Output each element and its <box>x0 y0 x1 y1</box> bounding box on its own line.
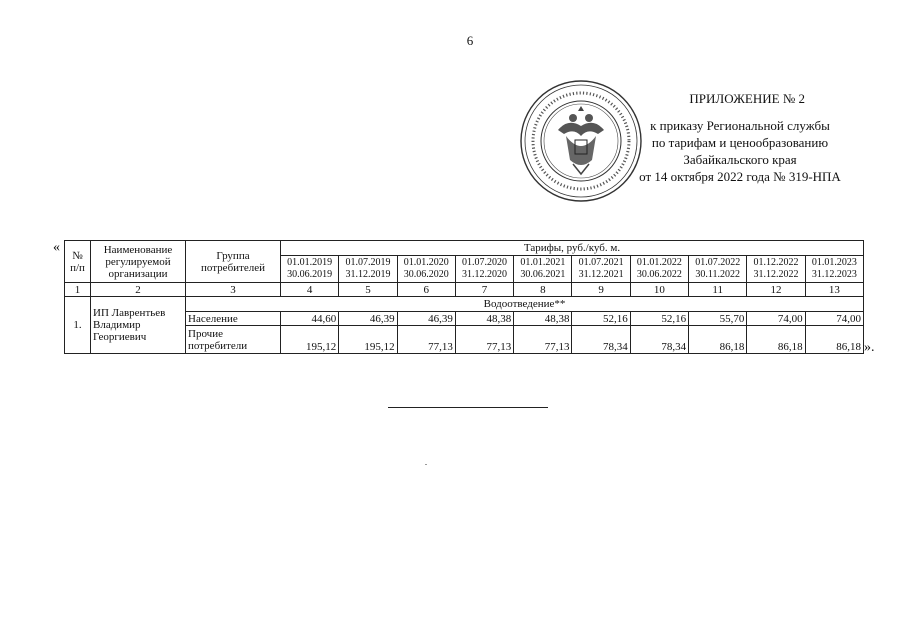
tariff-value: 77,13 <box>514 326 572 354</box>
tariff-value: 46,39 <box>397 312 455 326</box>
period-cell: 01.07.2022 30.11.2022 <box>689 256 747 283</box>
column-number: 4 <box>281 283 339 297</box>
appendix-block <box>620 90 860 185</box>
tariff-value: 77,13 <box>397 326 455 354</box>
column-number: 10 <box>630 283 688 297</box>
column-number: 6 <box>397 283 455 297</box>
scan-speck <box>425 464 427 465</box>
row-num: 1. <box>65 297 91 354</box>
column-number: 11 <box>689 283 747 297</box>
appendix-line: к приказу Региональной службы <box>650 118 830 133</box>
opening-quote: « <box>53 240 60 255</box>
tariff-value: 78,34 <box>630 326 688 354</box>
consumer-group: Прочие потребители <box>186 326 281 354</box>
tariff-value: 86,18 <box>805 326 863 354</box>
period-cell: 01.07.2020 31.12.2020 <box>455 256 513 283</box>
tariff-value: 195,12 <box>281 326 339 354</box>
column-number: 2 <box>91 283 186 297</box>
consumer-group: Население <box>186 312 281 326</box>
tariff-value: 44,60 <box>281 312 339 326</box>
period-cell: 01.01.2022 30.06.2022 <box>630 256 688 283</box>
column-number: 8 <box>514 283 572 297</box>
tariff-value: 195,12 <box>339 326 397 354</box>
tariff-value: 48,38 <box>514 312 572 326</box>
column-number: 9 <box>572 283 630 297</box>
period-cell: 01.01.2019 30.06.2019 <box>281 256 339 283</box>
period-cell: 01.07.2019 31.12.2019 <box>339 256 397 283</box>
period-cell: 01.07.2021 31.12.2021 <box>572 256 630 283</box>
tariff-table <box>64 240 864 354</box>
service-name: Водоотведение** <box>186 297 864 312</box>
period-cell: 01.12.2022 31.12.2022 <box>747 256 805 283</box>
org-name: ИП Лаврентьев Владимир Георгиевич <box>91 297 186 354</box>
tariff-value: 74,00 <box>805 312 863 326</box>
column-number: 13 <box>805 283 863 297</box>
appendix-line: Забайкальского края <box>683 152 797 167</box>
separator-line <box>388 407 548 408</box>
tariff-value: 86,18 <box>747 326 805 354</box>
tariff-value: 52,16 <box>572 312 630 326</box>
tariff-value: 77,13 <box>455 326 513 354</box>
tariff-value: 48,38 <box>455 312 513 326</box>
period-cell: 01.01.2021 30.06.2021 <box>514 256 572 283</box>
appendix-line: от 14 октября 2022 года № 319-НПА <box>639 169 841 184</box>
period-cell: 01.01.2020 30.06.2020 <box>397 256 455 283</box>
header-num: № п/п <box>65 241 91 283</box>
appendix-line: по тарифам и ценообразованию <box>651 135 829 150</box>
tariff-value: 46,39 <box>339 312 397 326</box>
header-group: Группа потребителей <box>186 241 281 283</box>
column-number: 1 <box>65 283 91 297</box>
header-org: Наименование регулируемой организации <box>91 241 186 283</box>
column-number: 5 <box>339 283 397 297</box>
closing-quote: ». <box>864 340 875 355</box>
column-number-row <box>65 283 864 297</box>
header-tariffs: Тарифы, руб./куб. м. <box>281 241 864 256</box>
tariff-value: 52,16 <box>630 312 688 326</box>
column-number: 7 <box>455 283 513 297</box>
column-number: 12 <box>747 283 805 297</box>
tariff-value: 55,70 <box>689 312 747 326</box>
appendix-title: ПРИЛОЖЕНИЕ № 2 <box>689 91 805 106</box>
column-number: 3 <box>186 283 281 297</box>
tariff-value: 86,18 <box>689 326 747 354</box>
page-number: 6 <box>466 33 474 48</box>
tariff-value: 78,34 <box>572 326 630 354</box>
tariff-value: 74,00 <box>747 312 805 326</box>
period-cell: 01.01.2023 31.12.2023 <box>805 256 863 283</box>
